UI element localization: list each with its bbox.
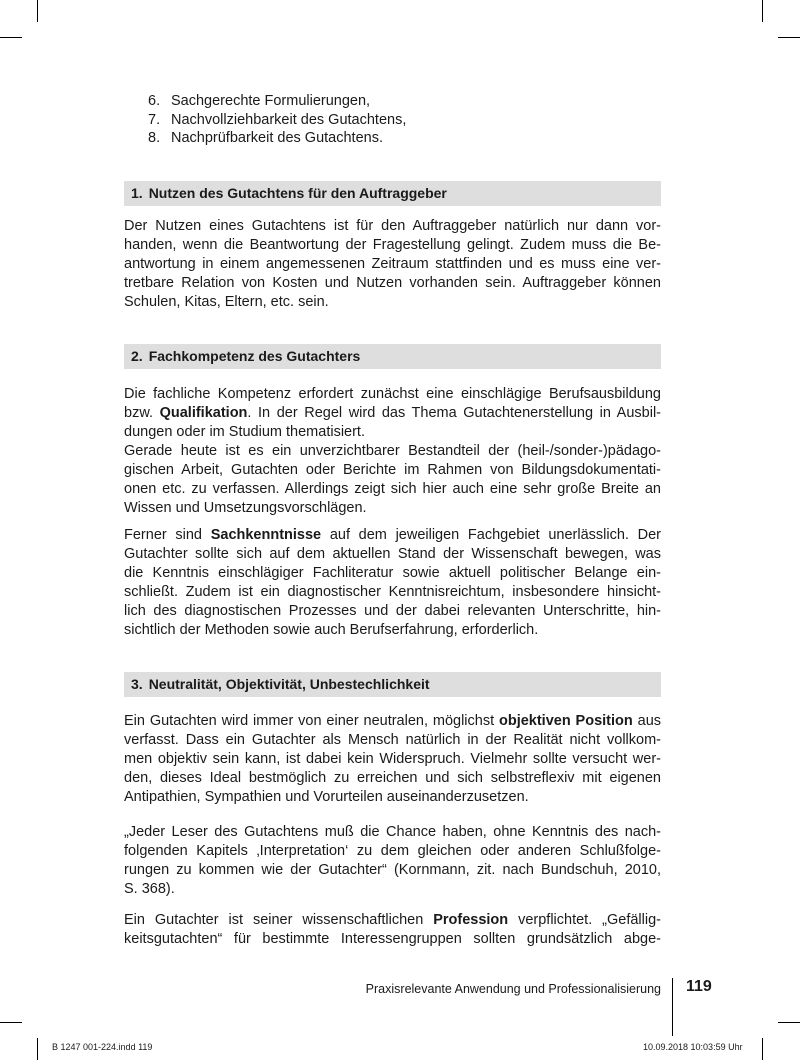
page-number: 119 bbox=[686, 978, 712, 995]
slug-timestamp: 10.09.2018 10:03:59 Uhr bbox=[643, 1042, 743, 1052]
paragraph-kompetenz: Die fachliche Kompetenz erfordert zunächst eine einschlägige Berufsausbildung bzw. Qualifikation. In der Regel wird das Thema Gutachtenerstellung in Ausbil- dungen oder im Studium thematisiert. Gerade heute ist es ein unverzichtbarer Bestandteil der (heil-/sonder-)pädago- gischen Arbeit, Gutachten oder Berichte im Rahmen von Bildungsdokumentati- onen etc. zu verfassen. Allerdings zeigt sich hier auch eine sehr große Breite an Wissen und Umsetzungsvorschlägen. bbox=[124, 386, 661, 516]
paragraph-zitat: „Jeder Leser des Gutachtens muß die Chance haben, ohne Kenntnis des nach- folgenden Kapitels ‚Interpretation‘ zu dem gleichen oder anderen Schlußfolge- rungen zu kommen wie der Gutachter“ (Kornmann, zit. nach Bundschuh, 2010, S. 368). bbox=[124, 824, 661, 897]
line-with-bold: Ferner sind Sachkenntnisse auf dem jeweiligen Fachgebiet unerlässlich. Der bbox=[124, 527, 661, 543]
paragraph-sachkenntnisse: Ferner sind Sachkenntnisse auf dem jeweiligen Fachgebiet unerlässlich. Der Gutachter sollte sich auf dem aktuellen Stand der Wissenschaft bewegen, was die Kenntnis einschlägiger Fachliteratur sowie aktuell politischer Belange ein- schließt. Zudem ist ein diagnostischer Kenntnisreichtum, insbesondere hinsicht- lich des diagnostischen Prozesses und der dabei relevanten Unterschritte, hin- sichtlich der Methoden sowie auch Berufserfahrung, erforderlich. bbox=[124, 527, 661, 638]
paragraph-profession: Ein Gutachter ist seiner wissenschaftlichen Profession verpflichtet. „Gefällig- keitsgutachten“ für bestimmte Interessengruppen sollten grundsätzlich abge- bbox=[124, 912, 661, 947]
list-item: 7. Nachvollziehbarkeit des Gutachtens, bbox=[148, 111, 407, 128]
section-heading-3: 3. Neutralität, Objektivität, Unbestechlichkeit bbox=[124, 672, 661, 697]
paragraph-neutralitaet: Ein Gutachten wird immer von einer neutralen, möglichst objektiven Position aus verfasst. Dass ein Gutachter als Mensch natürlich in der Realität nicht vollkom- men objektiv sein kann, ist dabei kein Widerspruch. Vielmehr sollte versucht wer- den, dieses Ideal bestmöglich zu erreichen und sich selbstreflexiv mit eigenen Antipathien, Sympathien und Vorurteilen auseinanderzusetzen. bbox=[124, 713, 661, 805]
crop-mark bbox=[762, 0, 763, 22]
crop-mark bbox=[762, 1038, 763, 1060]
line-with-bold: Ein Gutachter ist seiner wissenschaftlichen Profession verpflichtet. „Gefällig- bbox=[124, 912, 661, 928]
crop-mark bbox=[778, 1022, 800, 1023]
crop-mark bbox=[37, 0, 38, 22]
criteria-list bbox=[148, 92, 406, 148]
running-title: Praxisrelevante Anwendung und Professionalisierung bbox=[365, 982, 661, 996]
paragraph-nutzen: Der Nutzen eines Gutachtens ist für den Auftraggeber natürlich nur dann vor- handen, wenn die Beantwortung der Fragestellung gelingt. Zudem muss die Be- antwortung in einem angemessenen Zeitraum stattfinden und es muss eine ver- tretbare Relation von Kosten und Nutzen vorhanden sein. Auftraggeber können Schulen, Kitas, Eltern, etc. sein. bbox=[124, 218, 661, 310]
line-with-bold: Ein Gutachten wird immer von einer neutralen, möglichst objektiven Position aus bbox=[124, 713, 661, 729]
footer-divider bbox=[672, 978, 673, 1036]
crop-mark bbox=[0, 1022, 22, 1023]
list-item: 8. Nachprüfbarkeit des Gutachtens. bbox=[148, 130, 383, 146]
line-with-bold: bzw. Qualifikation. In der Regel wird das Thema Gutachtenerstellung in Ausbil- bbox=[124, 405, 661, 421]
slug-file: B 1247 001-224.indd 119 bbox=[52, 1042, 153, 1052]
section-heading-1: 1. Nutzen des Gutachtens für den Auftraggeber bbox=[124, 181, 661, 206]
list-item: 6. Sachgerechte Formulierungen, bbox=[148, 93, 371, 109]
crop-mark bbox=[0, 37, 22, 38]
crop-mark bbox=[778, 37, 800, 38]
section-heading-2: 2. Fachkompetenz des Gutachters bbox=[124, 344, 661, 369]
crop-mark bbox=[37, 1038, 38, 1060]
